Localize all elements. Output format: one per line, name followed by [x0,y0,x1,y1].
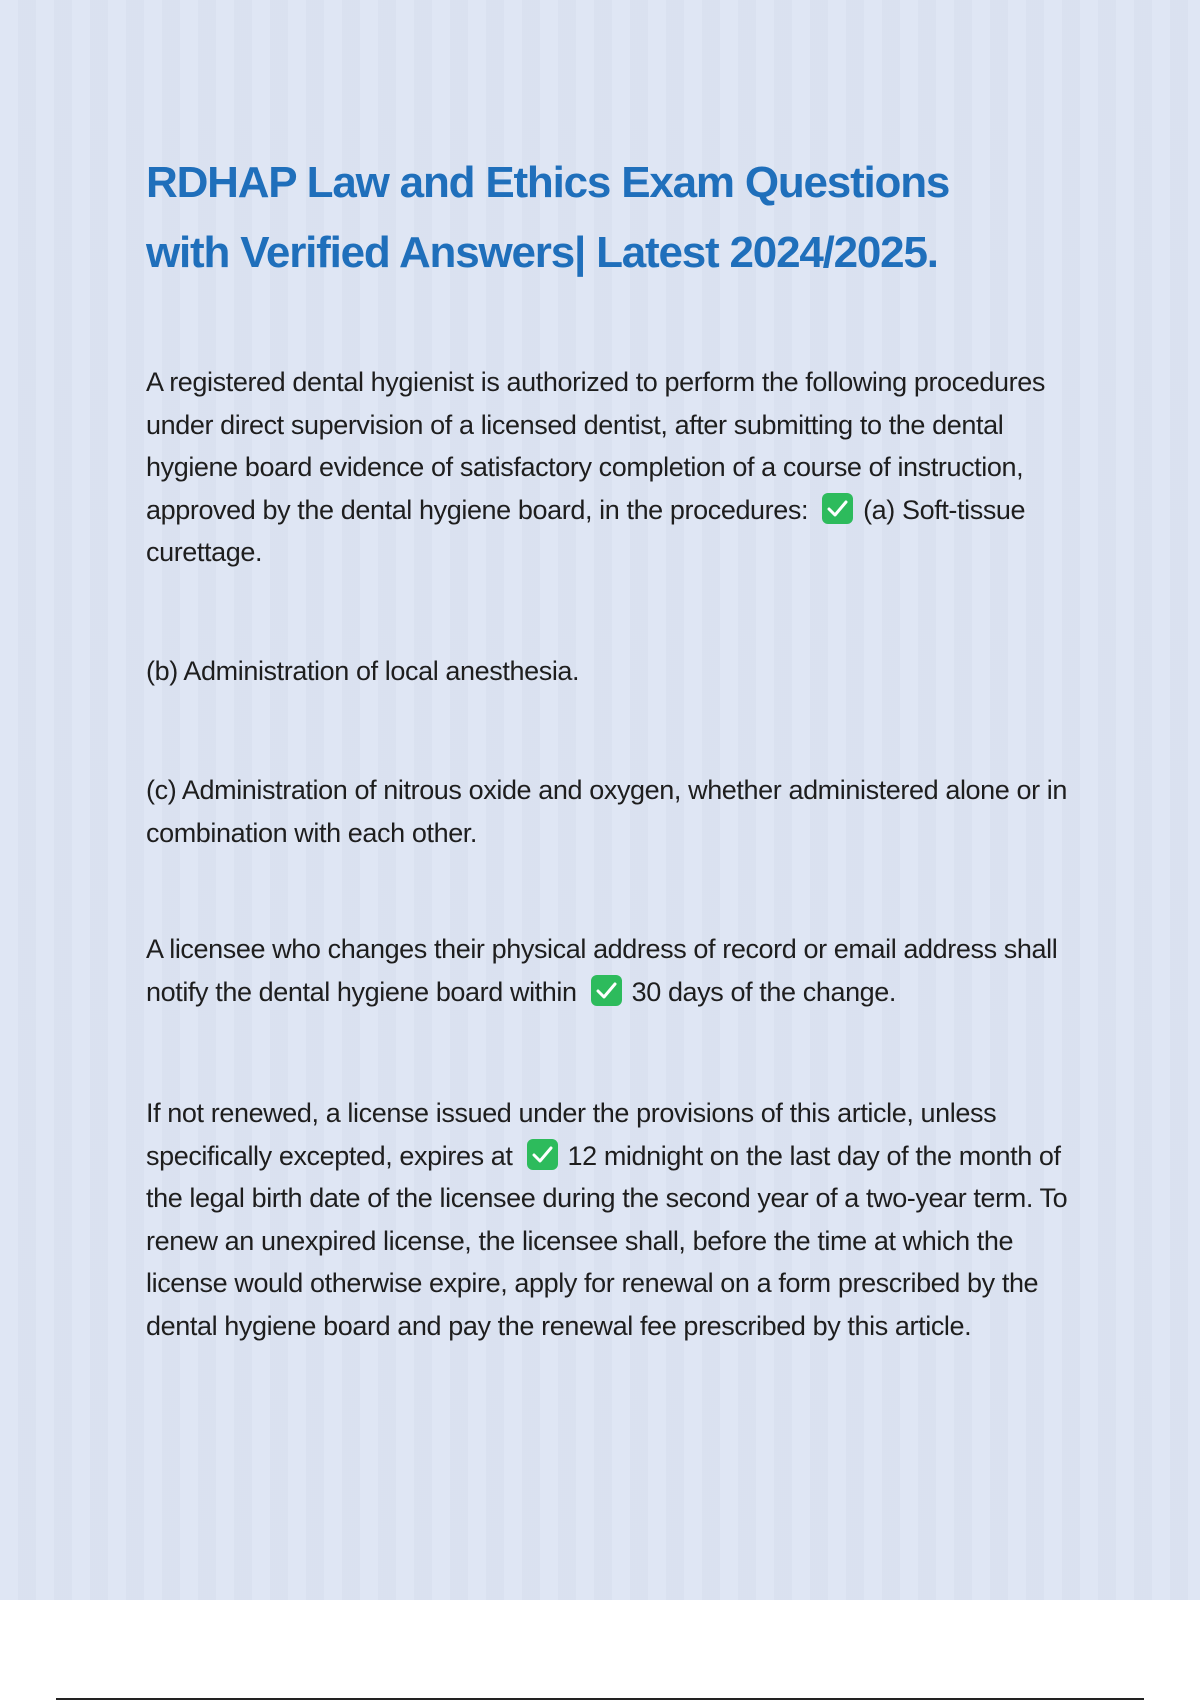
title-line-2: with Verified Answers| Latest 2024/2025. [146,228,938,277]
qa-item-2 [146,650,1086,693]
qa-item-5 [146,1092,1086,1347]
option-text: (b) Administration of local anesthesia. [146,656,580,686]
qa-item-3 [146,769,1086,854]
document-title [146,148,1096,288]
question-text: If not renewed, a license issued under the provisions of this article, unless specifically excepted, expires at [146,1098,997,1171]
option-text: (c) Administration of nitrous oxide and oxygen, whether administered alone or in combination with each other. [146,775,1068,848]
title-line-1: RDHAP Law and Ethics Exam Questions [146,158,950,207]
question-text: A registered dental hygienist is authorized to perform the following procedures under direct supervision of a licensed dentist, after submitting to the dental hygiene board evidence of satisfactory completion of a course of instruction, approved by the dental hygiene board, in the procedures: [146,367,1045,525]
check-mark-icon [527,1139,558,1170]
question-text: A licensee who changes their physical address of record or email address shall notify the dental hygiene board within [146,934,1058,1007]
qa-item-1 [146,361,1086,574]
check-mark-icon [591,975,622,1006]
check-mark-icon [822,493,853,524]
answer-text: 30 days of the change. [631,976,897,1007]
answer-text: (a) Soft-tissue curettage. [146,494,1026,567]
qa-item-4 [146,928,1086,1013]
answer-text: 12 midnight on the last day of the month of the legal birth date of the licensee during the second year of a two-year term. To renew an unexpired license, the licensee shall, before the time at which the license would otherwise expire, apply for renewal on a form prescribed by the dental hygiene board and pay the renewal fee prescribed by this article. [146,1140,1068,1341]
